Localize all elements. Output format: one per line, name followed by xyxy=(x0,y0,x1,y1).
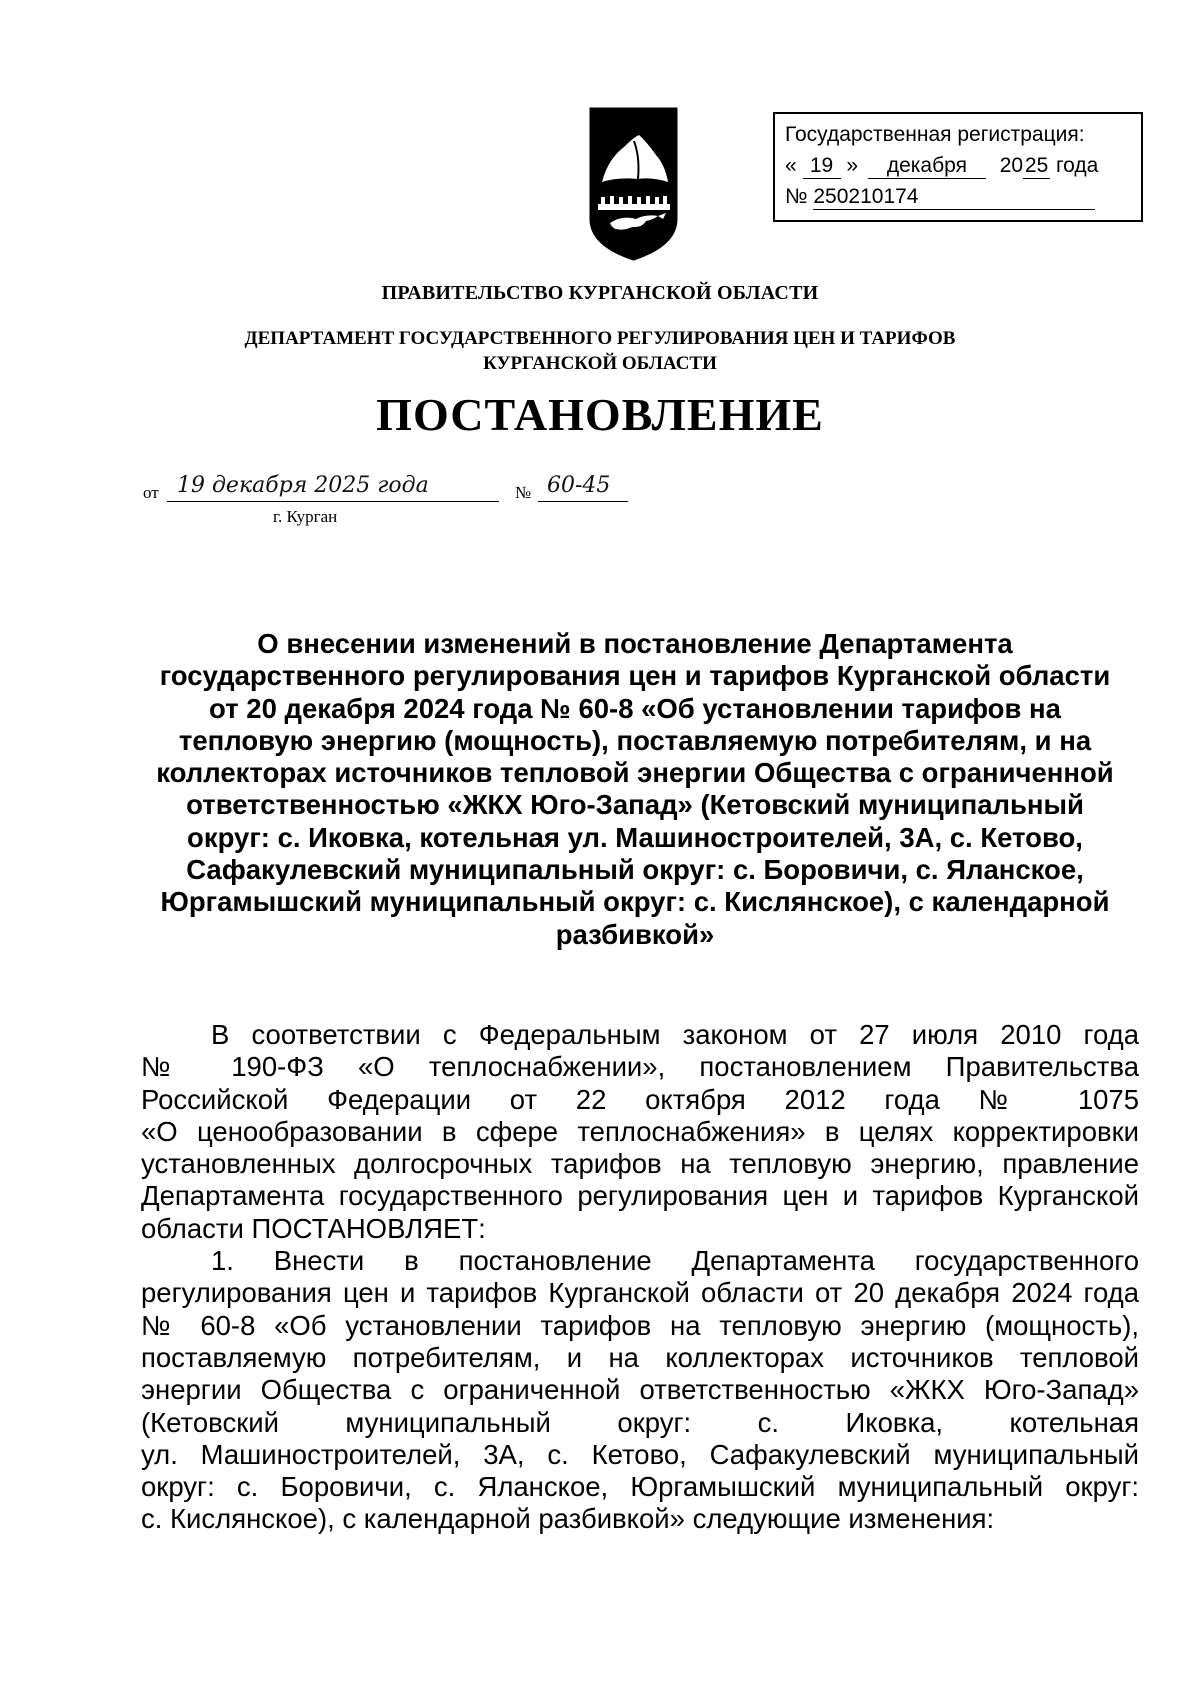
department-title xyxy=(0,326,1200,376)
registration-day: 19 xyxy=(803,154,841,179)
registration-year-word: года xyxy=(1055,154,1099,177)
body-line: Российской Федерации от 22 октября 2012 года № 1075 xyxy=(141,1083,1139,1115)
registration-number-row xyxy=(785,181,1141,212)
subject-line: Сафакулевский муниципальный округ: с. Боровичи, с. Яланское, xyxy=(186,854,1084,886)
registration-year-suffix: 25 xyxy=(1024,154,1049,177)
registration-date xyxy=(785,150,1141,181)
date-underline xyxy=(167,501,499,502)
registration-title: Государственная регистрация: xyxy=(785,123,1085,146)
body-line: 1. Внести в постановление Департамента государственного xyxy=(211,1245,1139,1277)
registration-month: декабря xyxy=(868,154,986,179)
date-handwritten: 19 декабря 2025 года xyxy=(177,473,429,498)
subject-line: государственного регулирования цен и тарифов Курганской области xyxy=(159,660,1111,692)
body-line: регулирования цен и тарифов Курганской области от 20 декабря 2024 года xyxy=(141,1277,1139,1309)
body-line: ул. Машиностроителей, 3А, с. Кетово, Сафакулевский муниципальный xyxy=(141,1438,1139,1470)
date-number-row xyxy=(143,473,643,533)
body-line: № 60-8 «Об установлении тарифов на тепловую энергию (мощность), xyxy=(141,1309,1139,1341)
subject-line: от 20 декабря 2024 года № 60-8 «Об установлении тарифов на xyxy=(209,692,1061,724)
body-line: энергии Общества с ограниченной ответственностью «ЖКХ Юго-Запад» xyxy=(141,1374,1139,1406)
registration-quote-open: « xyxy=(785,154,797,177)
number-label: № xyxy=(515,483,532,502)
registration-number: 250210174 xyxy=(813,185,1095,210)
department-title-line2: КУРГАНСКОЙ ОБЛАСТИ xyxy=(483,353,717,374)
subject-line: Юргамышский муниципальный округ: с. Кислянское), с календарной xyxy=(160,886,1110,918)
subject-line: тепловую энергию (мощность), поставляемую потребителям, и на xyxy=(178,724,1092,756)
body-line: области ПОСТАНОВЛЯЕТ: xyxy=(141,1212,486,1244)
registration-quote-close: » xyxy=(846,154,859,177)
body-line: округ: с. Боровичи, с. Яланское, Юргамышский муниципальный округ: xyxy=(141,1471,1139,1503)
number-handwritten: 60-45 xyxy=(547,473,611,498)
number-underline xyxy=(538,501,628,502)
resolution-body xyxy=(141,1019,1139,1536)
coat-of-arms-icon xyxy=(588,107,679,261)
subject-line: коллекторах источников тепловой энергии Общества с ограниченной xyxy=(156,757,1114,789)
body-line: установленных долгосрочных тарифов на тепловую энергию, правление xyxy=(141,1148,1139,1180)
body-line: поставляемую потребителям, и на коллекторах источников тепловой xyxy=(141,1341,1139,1373)
department-title-line1: ДЕПАРТАМЕНТ ГОСУДАРСТВЕННОГО РЕГУЛИРОВАНИЯ ЦЕН И ТАРИФОВ xyxy=(244,328,956,349)
body-line: «О ценообразовании в сфере теплоснабжения» в целях корректировки xyxy=(141,1115,1139,1147)
resolution-subject xyxy=(130,628,1140,951)
government-title: ПРАВИТЕЛЬСТВО КУРГАНСКОЙ ОБЛАСТИ xyxy=(381,282,819,304)
body-line: (Кетовский муниципальный округ: с. Иковка, котельная xyxy=(141,1406,1139,1438)
body-line: с. Кислянское), с календарной разбивкой» следующие изменения: xyxy=(141,1503,995,1535)
body-line: В соответствии с Федеральным законом от 27 июля 2010 года xyxy=(211,1019,1139,1050)
body-line: Департамента государственного регулирования цен и тарифов Курганской xyxy=(141,1180,1139,1212)
subject-line: ответственностью «ЖКХ Юго-Запад» (Кетовский муниципальный xyxy=(186,789,1084,821)
subject-line: О внесении изменений в постановление Департамента xyxy=(257,628,1013,659)
city-label: г. Курган xyxy=(273,507,338,526)
document-type-title: ПОСТАНОВЛЕНИЕ xyxy=(376,389,824,440)
subject-line: округ: с. Иковка, котельная ул. Машиностроителей, 3А, с. Кетово, xyxy=(187,821,1083,853)
registration-number-prefix: № xyxy=(785,185,808,208)
date-from-label: от xyxy=(143,483,159,502)
registration-year-prefix: 20 xyxy=(999,154,1024,177)
registration-stamp xyxy=(773,112,1143,222)
subject-line: разбивкой» xyxy=(555,918,715,950)
body-line: № 190-ФЗ «О теплоснабжении», постановлением Правительства xyxy=(141,1051,1139,1083)
